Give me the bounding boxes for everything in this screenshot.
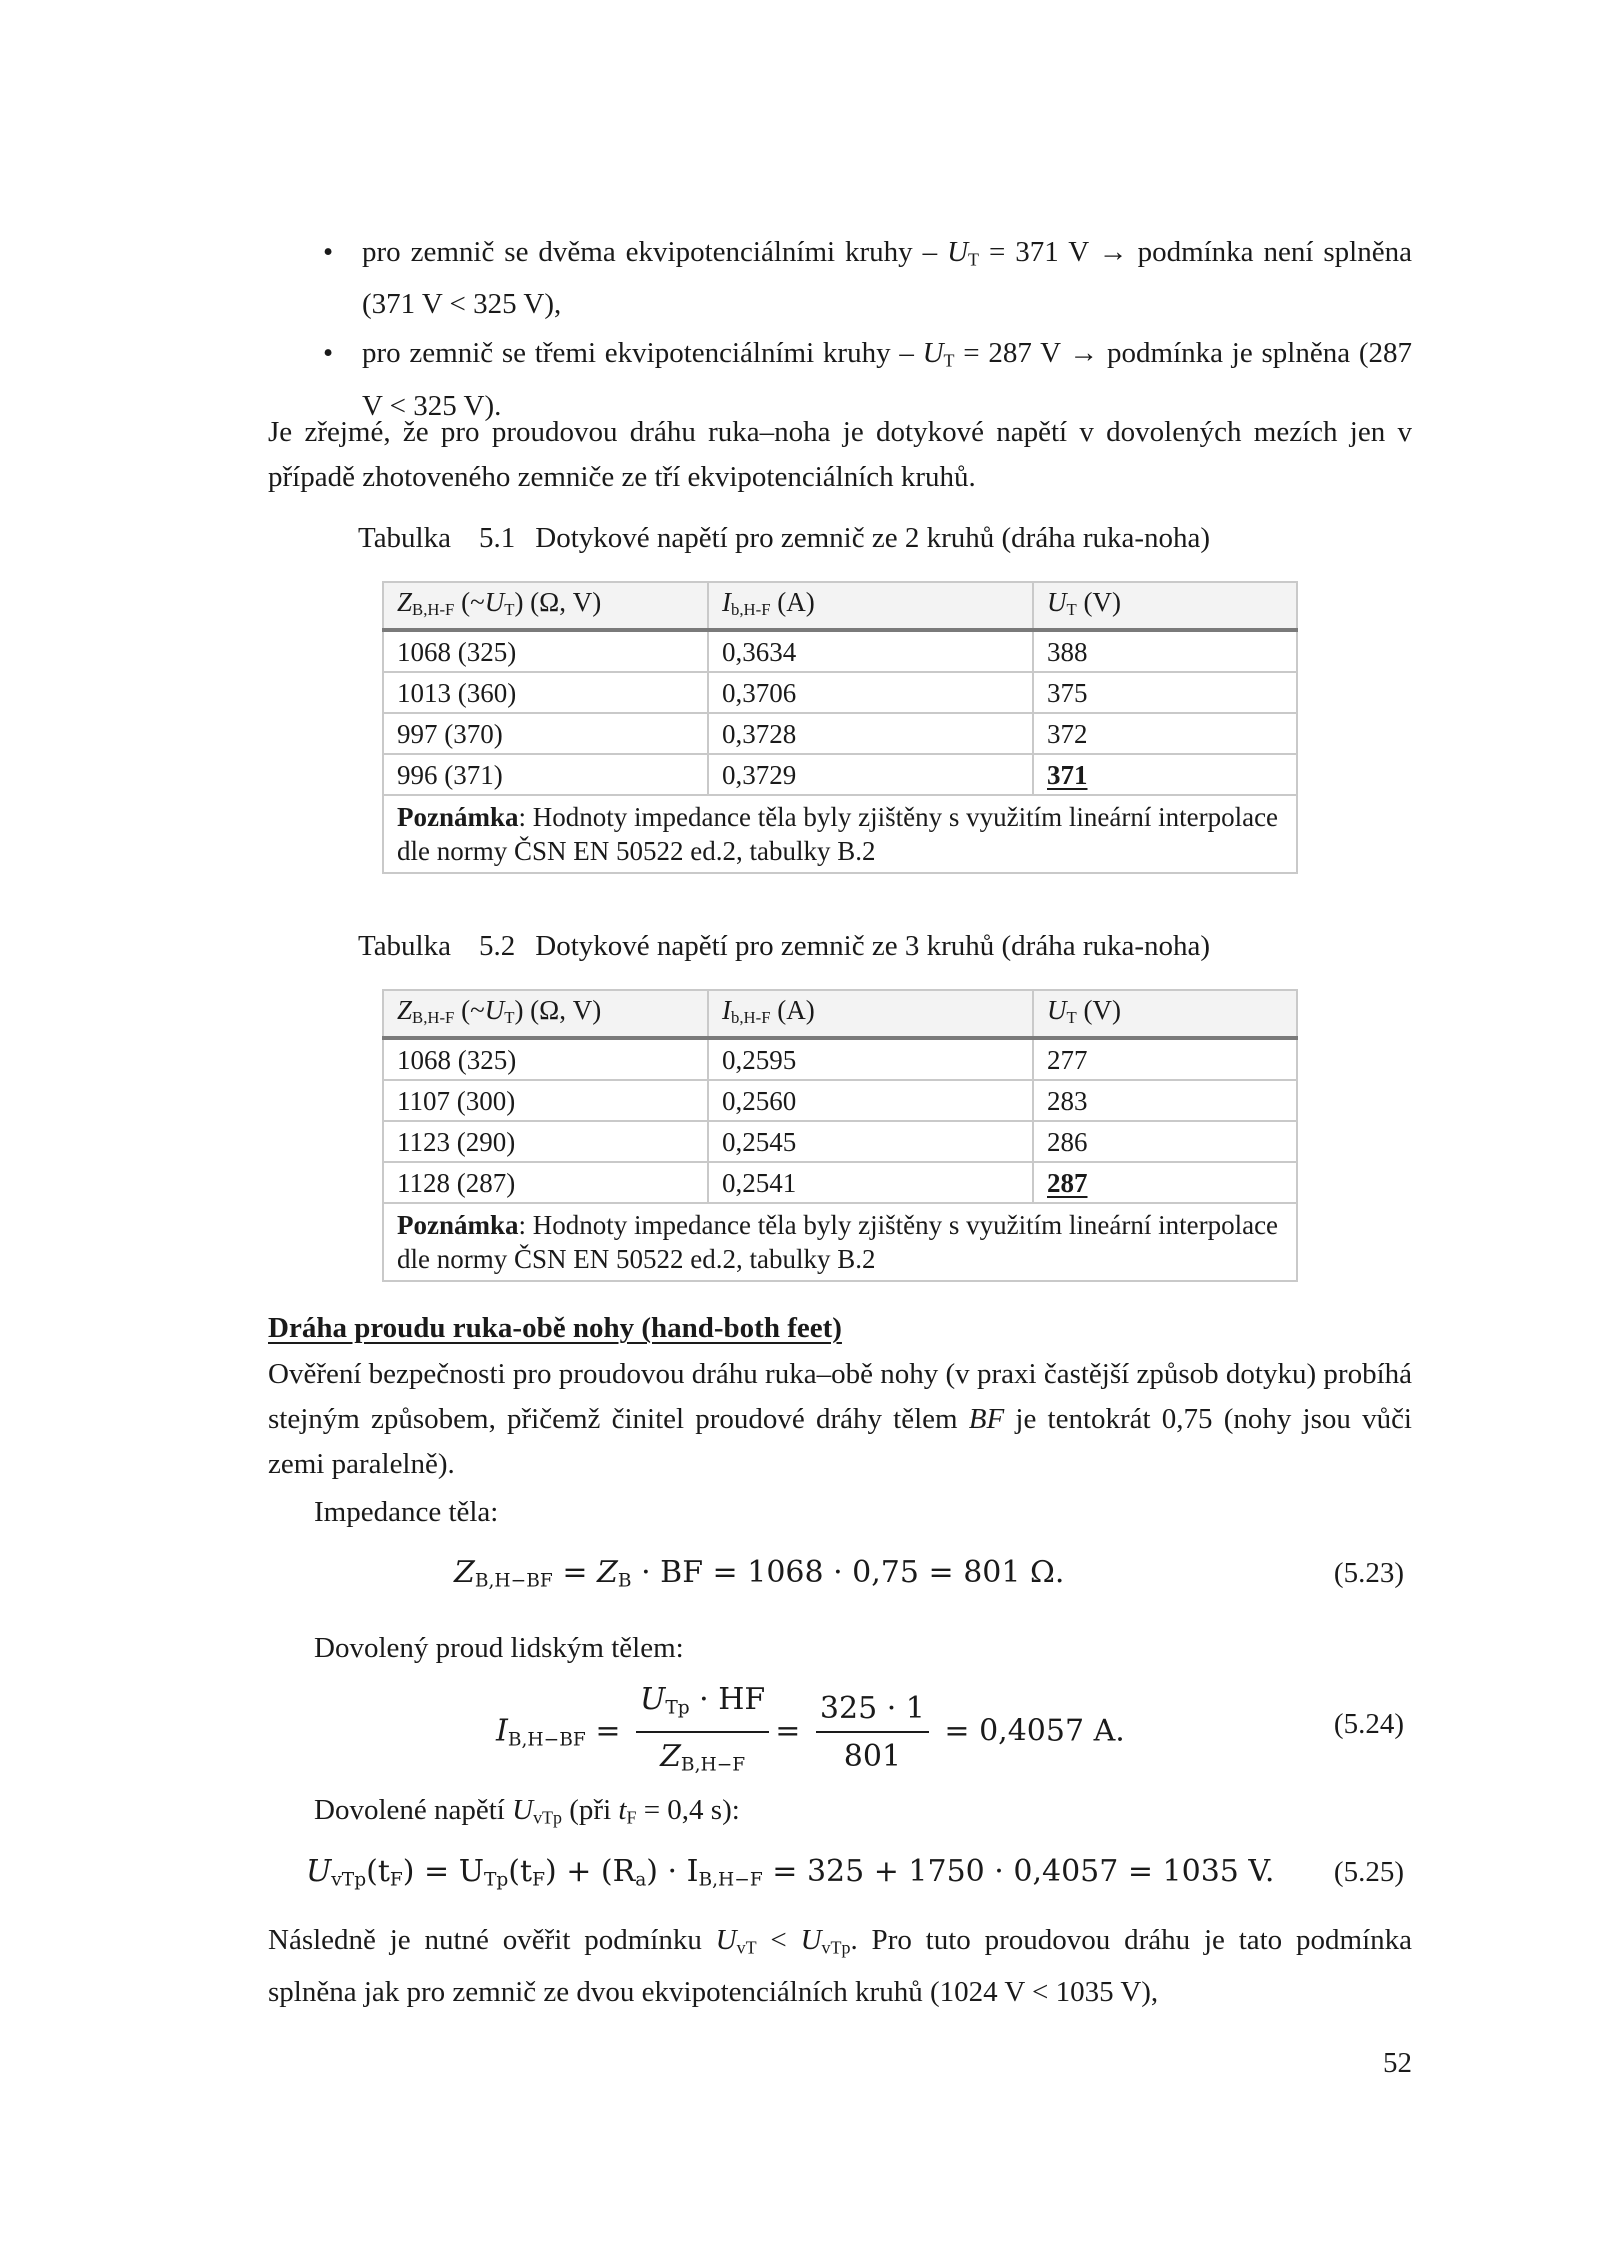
subscript: T — [968, 249, 980, 270]
subscript: T — [943, 350, 955, 371]
bullet-text-tail: = 371 V → podmínka není splněna (371 V < 325 V), — [362, 236, 1412, 321]
table-header-row — [383, 582, 1297, 630]
table-row — [383, 1080, 1297, 1121]
table-cell: 283 — [1033, 1080, 1297, 1121]
symbol: U — [947, 236, 969, 268]
equation-number: (5.25) — [1333, 1856, 1404, 1888]
equation-number: (5.23) — [1333, 1557, 1404, 1589]
table-cell: 997 (370) — [383, 713, 708, 754]
bullet-icon: • — [323, 236, 334, 268]
table-row — [383, 630, 1297, 672]
table-row — [383, 1038, 1297, 1080]
fraction: $\frac{U_{Tp} \cdot HF}{Z_{B,H-F}}$ — [636, 1680, 769, 1785]
label-impedance: Impedance těla: — [314, 1496, 499, 1528]
table-caption — [358, 926, 1210, 966]
label-current: Dovolený proud lidským tělem: — [314, 1632, 684, 1664]
bullet-text-tail: = 287 V → podmínka je splněna (287 V < 325 V). — [362, 337, 1412, 422]
bullet-item — [268, 230, 1412, 327]
data-table — [382, 581, 1298, 874]
table-header-row — [383, 990, 1297, 1038]
caption-label: Tabulka — [358, 930, 451, 962]
column-header: $I_{b,H-F}$ (A) — [708, 990, 1033, 1038]
table-cell: 1068 (325) — [383, 1038, 708, 1080]
table-row — [383, 1162, 1297, 1203]
paragraph: Je zřejmé, že pro proudovou dráhu ruka–noha je dotykové napětí v dovolených mezích jen v případě zhotoveného zemniče ze tří ekvipotenciálních kruhů. — [268, 416, 1412, 493]
table-cell: 0,3729 — [708, 754, 1033, 795]
caption-number: 5.1 — [479, 522, 516, 554]
table-row — [383, 754, 1297, 795]
column-header: $Z_{B,H-F}$ $(\sim U_T)$ (Ω, V) — [383, 582, 708, 630]
table-row — [383, 1121, 1297, 1162]
table-cell: 1128 (287) — [383, 1162, 708, 1203]
fraction: $\frac{325 \cdot 1}{801}$ — [816, 1689, 929, 1777]
table-cell: 0,2545 — [708, 1121, 1033, 1162]
table-cell: 388 — [1033, 630, 1297, 672]
table-note-row — [383, 795, 1297, 873]
table-cell: 0,2595 — [708, 1038, 1033, 1080]
column-header: $U_T$ (V) — [1033, 582, 1297, 630]
equation-5-25: $U_{vTp}(t_F) = U_{Tp}(t_F) + (R_a) \cdot I_{B,H-F} = 325 + 1750 \cdot 0,4057 = 1035$ V. — [306, 1854, 1275, 1891]
paragraph: Ověření bezpečnosti pro proudovou dráhu ruka–obě nohy (v praxi častější způsob dotyku) probíhá stejným způsobem, přičemž činitel proudové dráhy tělem BF je tentokrát 0,75 (nohy jsou vůči zemi paralelně). — [268, 1358, 1412, 1480]
table-cell: 375 — [1033, 672, 1297, 713]
table-cell: 1013 (360) — [383, 672, 708, 713]
caption-text: Dotykové napětí pro zemnič ze 2 kruhů (dráha ruka-noha) — [535, 522, 1211, 554]
table-cell-highlight: 371 — [1033, 754, 1297, 795]
table-row — [383, 713, 1297, 754]
column-header: $U_T$ (V) — [1033, 990, 1297, 1038]
table-cell: 0,2560 — [708, 1080, 1033, 1121]
data-table — [382, 989, 1298, 1282]
bullet-text: pro zemnič se třemi ekvipotenciálními kruhy – — [362, 337, 923, 370]
equation-5-24: $I_{B,H-BF}$ = $\frac{U_{Tp} \cdot HF}{Z_{B,H-F}}$ = $\frac{325 \cdot 1}{801}$ = 0,4057 A. — [496, 1680, 1125, 1785]
table-cell: 286 — [1033, 1121, 1297, 1162]
caption-number: 5.2 — [479, 930, 516, 962]
table-cell: 1123 (290) — [383, 1121, 708, 1162]
table-caption — [358, 518, 1210, 558]
table-row — [383, 672, 1297, 713]
table-cell: 0,2541 — [708, 1162, 1033, 1203]
table-cell: 1068 (325) — [383, 630, 708, 672]
equation-5-23: $Z_{B,H-BF} = Z_B$ · BF = 1068 · 0,75 = 801 Ω. — [454, 1555, 1065, 1592]
table-note: Poznámka: Hodnoty impedance těla byly zjištěny s využitím lineární interpolace dle normy ČSN EN 50522 ed.2, tabulky B.2 — [383, 795, 1297, 873]
table-note: Poznámka: Hodnoty impedance těla byly zjištěny s využitím lineární interpolace dle normy ČSN EN 50522 ed.2, tabulky B.2 — [383, 1203, 1297, 1281]
column-header: $Z_{B,H-F}$ $(\sim U_T)$ (Ω, V) — [383, 990, 708, 1038]
bullet-text: pro zemnič se dvěma ekvipotenciálními kruhy – — [362, 236, 948, 268]
table-cell: 0,3634 — [708, 630, 1033, 672]
bullet-list — [268, 230, 1412, 429]
table-cell: 0,3706 — [708, 672, 1033, 713]
table-cell: 277 — [1033, 1038, 1297, 1080]
paragraph: Následně je nutné ověřit podmínku $U_{vT} < U_{vTp}$. Pro tuto proudovou dráhu je tato podmínka splněna jak pro zemnič ze dvou ekvipotenciálních kruhů (1024 V < 1035 V), — [268, 1924, 1412, 2009]
equation-number: (5.24) — [1333, 1708, 1404, 1740]
caption-text: Dotykové napětí pro zemnič ze 3 kruhů (dráha ruka-noha) — [535, 930, 1211, 962]
table-note-row — [383, 1203, 1297, 1281]
table-cell-highlight: 287 — [1033, 1162, 1297, 1203]
caption-label: Tabulka — [358, 522, 451, 554]
symbol: U — [922, 337, 944, 370]
label-voltage: Dovolené napětí $U_{vTp}$ (při $t_F = 0,4$ s): — [314, 1794, 740, 1828]
page-number: 52 — [1383, 2047, 1412, 2079]
table-cell: 372 — [1033, 713, 1297, 754]
table-cell: 1107 (300) — [383, 1080, 708, 1121]
table-cell: 996 (371) — [383, 754, 708, 795]
column-header: $I_{b,H-F}$ (A) — [708, 582, 1033, 630]
table-cell: 0,3728 — [708, 713, 1033, 754]
section-heading: Dráha proudu ruka-obě nohy (hand-both feet) — [268, 1312, 842, 1344]
bullet-icon: • — [323, 337, 334, 370]
